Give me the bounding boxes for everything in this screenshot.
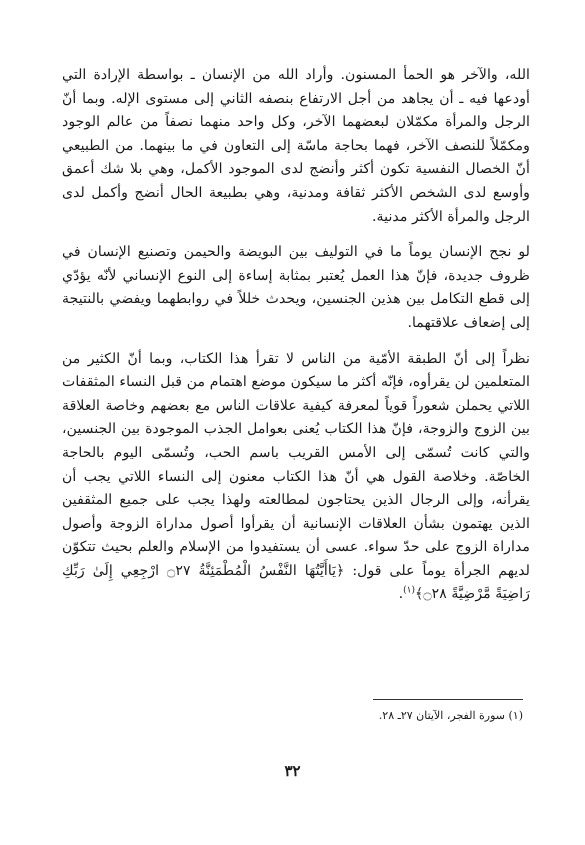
paragraph-3-end: . bbox=[398, 586, 404, 603]
paragraph-2 bbox=[62, 241, 530, 335]
paragraph-3-text: نظراً إلى أنّ الطبقة الأمّية من الناس لا تقرأ هذا الكتاب، وبما أنّ الكثير من المتعلمين لن يقرأوه، فإنّه أكثر ما سيكون موضع اهتمام من قبل النساء المثقفات اللاتي يحملن شعوراً قوياً لمعرفة كيفية علاقات الناس مع بعضهم وخاصة العلاقة بين الزوج والزوجة، فإنّ هذا الكتاب يُعنى بعوامل الجذب الموجودة بين الجنسين، والتي كانت تُسمّى إلى الأمس القريب باسم الحب، وتُسمّى اليوم بالحاجة الخاصّة. وخلاصة القول هي أنّ هذا الكتاب معنون إلى النساء اللاتي يجب أن يقرأنه، وإلى الرجال الذين يحتاجون لمطالعته ولهذا يجب على جميع المثقفين الذين يهتمون بشأن العلاقات الإنسانية أن يقرأوا أصول مداراة الزوجة وأصول مداراة الزوج على حدّ سواء. عسى أن يستفيدوا من الإسلام والعلم بحيث تتكوّن لديهم الجرأة يوماً على قول: ﴿يَاأَيَّتُهَا النَّفْسُ الْمُطْمَئِنَّةُ ۝٢٧ ارْجِعِي إِلَىٰ رَبِّكِ رَاضِيَةً مَّرْضِيَّةً ۝٢٨﴾ bbox=[62, 350, 531, 603]
paragraph-2-text: لو نجح الإنسان يوماً ما في التوليف بين البويضة والحيمن وتصنيع الإنسان في ظروف جديدة، فإنّ هذا العمل يُعتبر بمثابة إساءة إلى النوع الإنساني لأنّه يؤدّي إلى قطع التكامل بين هذين الجنسين، ويحدث خللاً في روابطهما ويفضي بالنتيجة إلى إضعاف علاقتهما. bbox=[62, 244, 530, 331]
paragraph-3 bbox=[62, 348, 530, 608]
page-body bbox=[62, 64, 530, 607]
footnote-text: (١) سورة الفجر، الآيتان ٢٧ـ ٢٨. bbox=[378, 709, 523, 722]
page-number: ٣٢ bbox=[284, 762, 301, 780]
footnote bbox=[55, 708, 523, 724]
paragraph-1-text: الله، والآخر هو الحمأ المسنون. وأراد الله من الإنسان ـ بواسطة الإرادة التي أودعها فيه ـ أن يجاهد من أجل الارتفاع بنصفه الثاني إلى مستوى الإله. وبما أنّ الرجل والمرأة مكمّلان لبعضهما الآخر، وكل واحد منهما نصفاً من عالم الوجود ومكمّلاً للنصف الآخر، فهما بحاجة ماسّة إلى التعاون في ما بينهما. من الطبيعي أنّ الخصال النفسية تكون أكثر وأنضج لدى الموجود الأكمل، وهي بلا شك أعمق وأوسع لدى الشخص الأكثر ثقافة ومدنية، وهي بطبيعة الحال أنضج وأكمل لدى الرجل والمرأة الأكثر مدنية. bbox=[62, 67, 530, 225]
footnote-divider bbox=[373, 699, 523, 700]
footnote-reference[interactable]: (١) bbox=[403, 585, 415, 596]
paragraph-1 bbox=[62, 64, 530, 229]
